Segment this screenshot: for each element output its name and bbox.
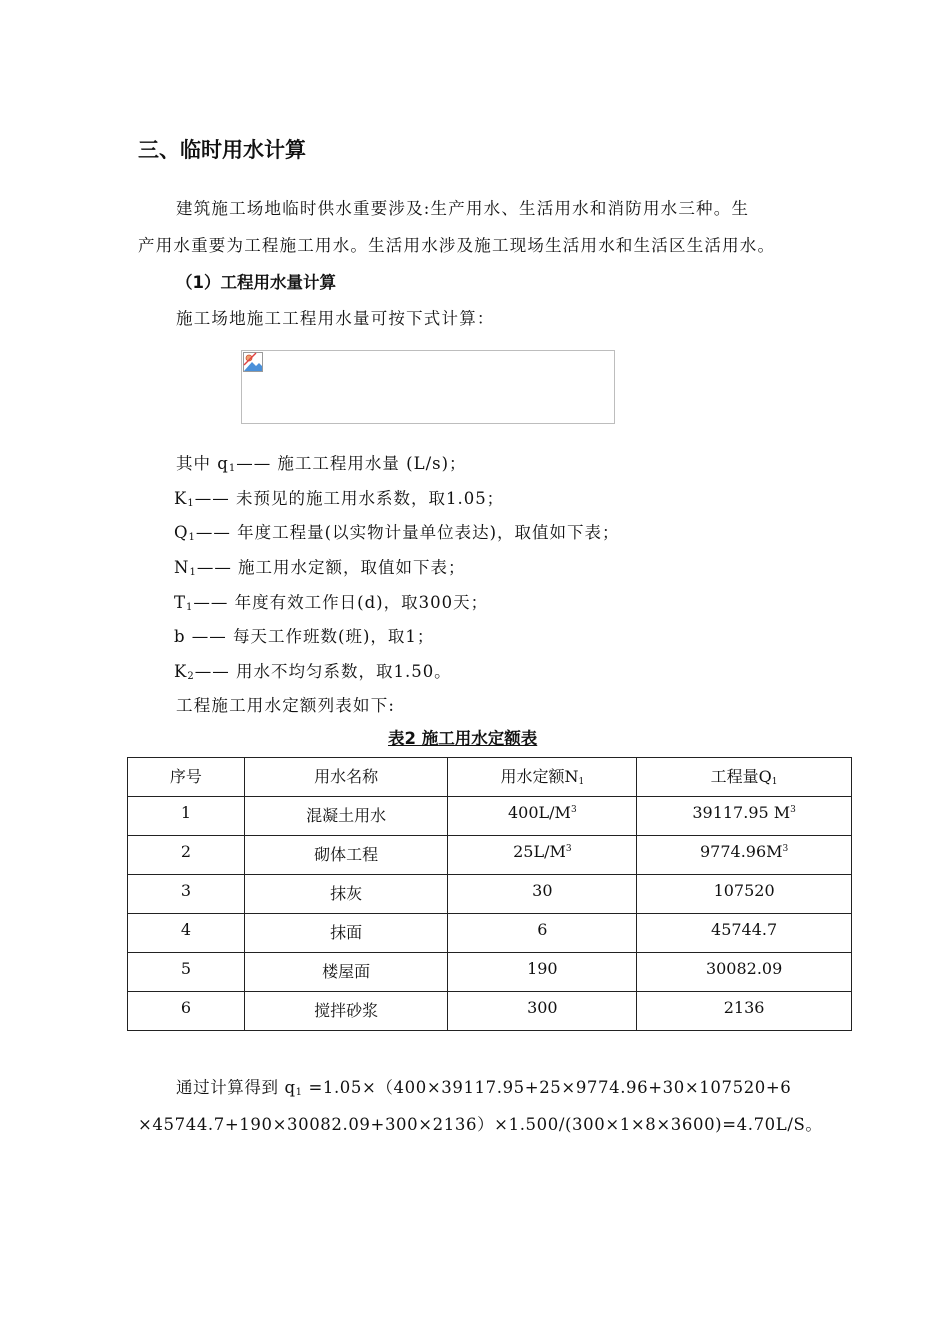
table-header-row bbox=[128, 758, 852, 797]
definition-t1-subscript: 1 bbox=[186, 602, 194, 613]
cell-quota-value: 6 bbox=[537, 920, 548, 939]
cell-seq: 3 bbox=[128, 875, 245, 914]
result-subscript: 1 bbox=[295, 1087, 303, 1098]
table-row bbox=[128, 992, 852, 1031]
cell-name: 砌体工程 bbox=[244, 836, 448, 875]
table-row bbox=[128, 836, 852, 875]
result-expression-1: =1.05×（400×39117.95+25×9774.96+30×107520+6 bbox=[302, 1078, 792, 1097]
cell-volume bbox=[637, 953, 852, 992]
cell-quota-exponent: 3 bbox=[565, 844, 572, 854]
cell-volume-value: 107520 bbox=[713, 881, 775, 900]
definition-k2 bbox=[174, 658, 452, 682]
definition-k2-subscript: 2 bbox=[187, 671, 195, 682]
definition-b: b —— 每天工作班数(班)，取1； bbox=[174, 627, 435, 646]
cell-volume bbox=[637, 875, 852, 914]
definition-n1 bbox=[174, 554, 466, 578]
definition-n1-text: —— 施工用水定额，取值如下表； bbox=[196, 558, 466, 577]
cell-seq: 1 bbox=[128, 797, 245, 836]
result-line-1 bbox=[176, 1074, 791, 1098]
header-quota-subscript: 1 bbox=[578, 777, 585, 787]
cell-volume-value: 39117.95 M bbox=[692, 803, 791, 822]
cell-seq: 4 bbox=[128, 914, 245, 953]
cell-volume-exponent: 3 bbox=[782, 844, 789, 854]
cell-quota-value: 400L/M bbox=[508, 803, 571, 822]
cell-volume-value: 30082.09 bbox=[705, 959, 783, 978]
definition-q1-subscript: 1 bbox=[228, 463, 237, 474]
table-intro: 工程施工用水定额列表如下: bbox=[176, 696, 396, 715]
header-volume-label: 工程量Q bbox=[710, 767, 772, 786]
intro-line-1: 建筑施工场地临时供水重要涉及:生产用水、生活用水和消防用水三种。生 bbox=[176, 199, 750, 218]
water-quota-table bbox=[127, 757, 852, 1031]
header-volume bbox=[637, 758, 852, 797]
definition-k1 bbox=[174, 485, 504, 509]
cell-quota bbox=[448, 914, 637, 953]
cell-quota bbox=[448, 797, 637, 836]
cell-volume bbox=[637, 797, 852, 836]
cell-quota bbox=[448, 953, 637, 992]
cell-seq: 2 bbox=[128, 836, 245, 875]
cell-name: 抹面 bbox=[244, 914, 448, 953]
table-row bbox=[128, 797, 852, 836]
cell-name: 楼屋面 bbox=[244, 953, 448, 992]
definition-k2-text: —— 用水不均匀系数，取1.50。 bbox=[194, 662, 452, 681]
definition-k1-text: —— 未预见的施工用水系数，取1.05； bbox=[194, 489, 505, 508]
header-name: 用水名称 bbox=[244, 758, 448, 797]
definition-n1-subscript: 1 bbox=[189, 567, 197, 578]
table-row bbox=[128, 953, 852, 992]
result-prefix: 通过计算得到 bbox=[176, 1078, 285, 1097]
definition-q1-text: —— 施工工程用水量 (L/s)； bbox=[236, 454, 467, 473]
header-volume-subscript: 1 bbox=[771, 777, 778, 787]
cell-quota-value: 300 bbox=[527, 998, 558, 1017]
subsection-heading: （1）工程用水量计算 bbox=[176, 273, 336, 292]
result-symbol: q bbox=[284, 1078, 296, 1097]
definition-t1-text: —— 年度有效工作日(d)，取300天； bbox=[193, 593, 489, 612]
definition-k1-symbol: K bbox=[174, 489, 188, 508]
definition-n1-symbol: N bbox=[174, 558, 190, 577]
table-row bbox=[128, 914, 852, 953]
cell-volume bbox=[637, 992, 852, 1031]
cell-quota bbox=[448, 992, 637, 1031]
cell-volume bbox=[637, 836, 852, 875]
broken-image-icon bbox=[243, 352, 263, 372]
definition-q1-volume-symbol: Q bbox=[174, 523, 189, 542]
cell-volume-exponent: 3 bbox=[790, 805, 796, 815]
definition-q1-volume bbox=[174, 519, 620, 543]
definition-q1 bbox=[176, 450, 467, 474]
table-row bbox=[128, 875, 852, 914]
formula-image-placeholder bbox=[241, 350, 615, 424]
definition-k2-symbol: K bbox=[174, 662, 188, 681]
cell-volume bbox=[637, 914, 852, 953]
intro-line-2: 产用水重要为工程施工用水。生活用水涉及施工现场生活用水和生活区生活用水。 bbox=[138, 236, 776, 255]
header-seq: 序号 bbox=[128, 758, 245, 797]
cell-name: 抹灰 bbox=[244, 875, 448, 914]
cell-name: 搅拌砂浆 bbox=[244, 992, 448, 1031]
cell-quota-value: 25L/M bbox=[513, 842, 566, 861]
definition-q1-volume-text: —— 年度工程量(以实物计量单位表达)，取值如下表； bbox=[195, 523, 620, 542]
cell-quota bbox=[448, 875, 637, 914]
definition-k1-subscript: 1 bbox=[187, 498, 195, 509]
cell-name: 混凝土用水 bbox=[244, 797, 448, 836]
definition-q1-symbol: q bbox=[217, 454, 229, 473]
definition-t1 bbox=[174, 589, 488, 613]
cell-quota-exponent: 3 bbox=[570, 805, 577, 815]
cell-quota bbox=[448, 836, 637, 875]
section-heading: 三、临时用水计算 bbox=[138, 138, 306, 162]
header-quota-label: 用水定额N bbox=[500, 767, 579, 786]
header-quota bbox=[448, 758, 637, 797]
cell-volume-value: 9774.96M bbox=[699, 842, 783, 861]
formula-intro: 施工场地施工工程用水量可按下式计算： bbox=[176, 309, 495, 328]
result-line-2: ×45744.7+190×30082.09+300×2136）×1.500/(300×1×8×3600)=4.70L/S。 bbox=[138, 1115, 823, 1134]
table-caption: 表2 施工用水定额表 bbox=[388, 729, 538, 748]
cell-seq: 6 bbox=[128, 992, 245, 1031]
definition-q1-prefix: 其中 bbox=[176, 454, 218, 473]
definition-t1-symbol: T bbox=[174, 593, 187, 612]
cell-volume-value: 45744.7 bbox=[711, 920, 778, 939]
cell-volume-value: 2136 bbox=[723, 998, 765, 1017]
cell-seq: 5 bbox=[128, 953, 245, 992]
cell-quota-value: 190 bbox=[527, 959, 558, 978]
cell-quota-value: 30 bbox=[532, 881, 553, 900]
definition-q1-volume-subscript: 1 bbox=[188, 532, 196, 543]
